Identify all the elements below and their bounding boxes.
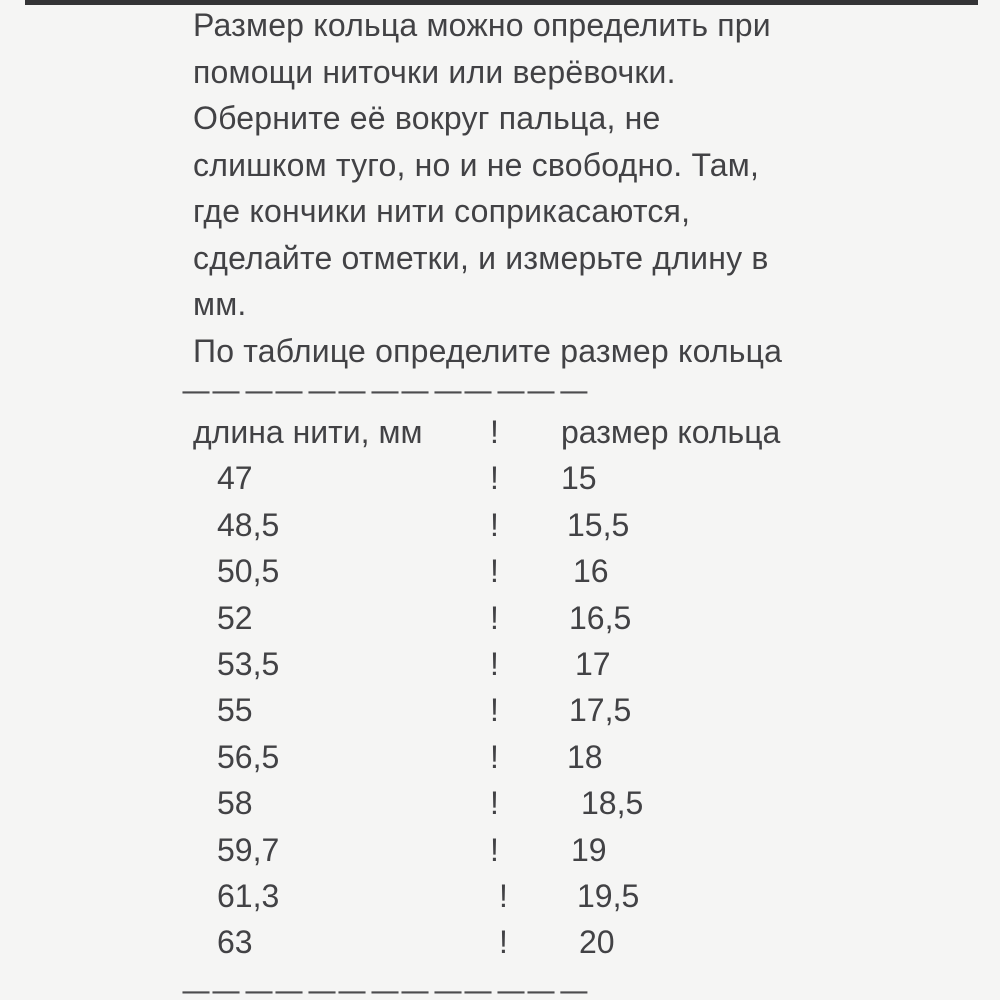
column-header-length: длина нити, мм	[193, 414, 423, 450]
table-row	[193, 502, 833, 548]
intro-paragraph	[193, 2, 813, 374]
table-row	[193, 919, 833, 965]
cell-divider: !	[490, 506, 499, 543]
cell-size: 18	[567, 738, 603, 775]
cell-size: 17,5	[569, 692, 632, 729]
cell-length: 53,5	[217, 645, 280, 682]
cell-length: 52	[217, 599, 253, 636]
table-row	[193, 734, 833, 780]
table-row	[193, 548, 833, 594]
cell-divider: !	[490, 785, 499, 822]
cell-length: 47	[217, 460, 253, 497]
table-row	[193, 780, 833, 826]
table-row	[193, 641, 833, 687]
cell-size: 15,5	[567, 506, 630, 543]
intro-line: мм.	[193, 286, 247, 322]
cell-length: 58	[217, 785, 253, 822]
table-row	[193, 595, 833, 641]
cell-size: 19,5	[577, 877, 640, 914]
cell-size: 16,5	[569, 599, 632, 636]
intro-line: помощи ниточки или верёвочки.	[193, 53, 676, 90]
column-divider: !	[490, 414, 499, 450]
table-row	[193, 873, 833, 919]
table-row	[193, 455, 833, 501]
intro-line: По таблице определите размер кольца	[193, 332, 783, 369]
table-row	[193, 687, 833, 733]
table-header-row	[193, 409, 833, 455]
cell-length: 55	[217, 692, 253, 729]
cell-length: 61,3	[217, 877, 280, 914]
intro-line: Размер кольца можно определить при	[193, 7, 771, 43]
cell-divider: !	[490, 831, 499, 868]
intro-line: слишком туго, но и не свободно. Там,	[193, 146, 760, 183]
cell-length: 48,5	[217, 506, 280, 543]
column-header-size: размер кольца	[561, 414, 781, 450]
cell-length: 63	[217, 924, 253, 961]
cell-size: 18,5	[581, 785, 644, 822]
cell-divider: !	[490, 738, 499, 775]
cell-divider: !	[499, 877, 508, 914]
cell-size: 16	[573, 553, 609, 590]
cell-divider: !	[490, 553, 499, 590]
cell-size: 20	[579, 924, 615, 961]
cell-length: 56,5	[217, 738, 280, 775]
cell-divider: !	[490, 460, 499, 497]
cell-length: 59,7	[217, 831, 280, 868]
cell-size: 17	[575, 645, 611, 682]
intro-line: где кончики нити соприкасаются,	[193, 193, 691, 229]
cell-length: 50,5	[217, 553, 280, 590]
cell-divider: !	[490, 645, 499, 682]
table-row	[193, 827, 833, 873]
intro-line: сделайте отметки, и измерьте длину в	[193, 239, 769, 276]
cell-divider: !	[490, 692, 499, 729]
cell-divider: !	[499, 924, 508, 961]
ring-size-table	[193, 409, 833, 966]
cell-divider: !	[490, 599, 499, 636]
intro-line: Оберните её вокруг пальца, не	[193, 100, 661, 136]
table-separator-bottom: —— —— —— —— —— —— —	[181, 974, 589, 1000]
table-separator-top: —— —— —— —— —— —— —	[181, 374, 589, 409]
cell-size: 15	[561, 460, 597, 497]
cell-size: 19	[571, 831, 607, 868]
